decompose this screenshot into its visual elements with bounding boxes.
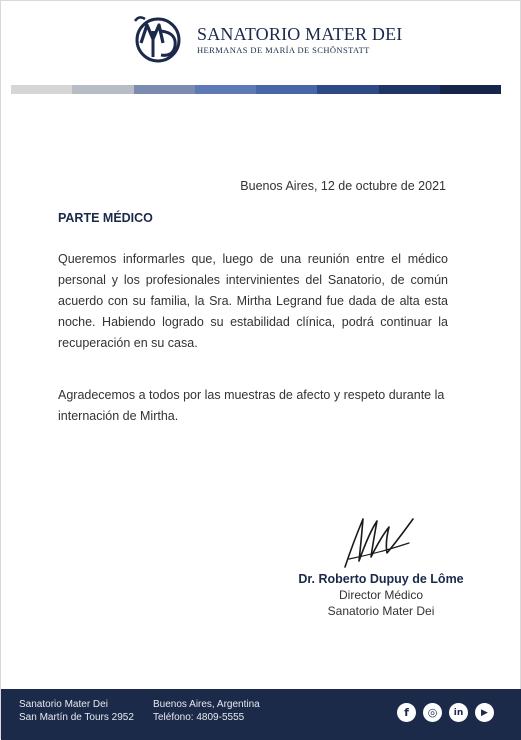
color-bar-segment bbox=[72, 85, 133, 94]
color-bar-segment bbox=[256, 85, 317, 94]
facebook-icon[interactable]: f bbox=[397, 703, 416, 722]
brand-subtitle: HERMANAS DE MARÍA DE SCHÖNSTATT bbox=[197, 44, 370, 55]
letter-date: Buenos Aires, 12 de octubre de 2021 bbox=[240, 179, 446, 193]
color-bar-segment bbox=[11, 85, 72, 94]
color-bar-segment bbox=[317, 85, 378, 94]
footer-street: San Martín de Tours 2952 bbox=[19, 712, 134, 723]
header-logo bbox=[131, 13, 402, 65]
linkedin-icon[interactable]: in bbox=[449, 703, 468, 722]
header-color-bar bbox=[11, 85, 501, 94]
letter-title: PARTE MÉDICO bbox=[58, 211, 153, 225]
brand-name: SANATORIO MATER DEI bbox=[197, 23, 403, 44]
color-bar-segment bbox=[134, 85, 195, 94]
footer-phone: Teléfono: 4809-5555 bbox=[153, 712, 245, 723]
color-bar-segment bbox=[379, 85, 440, 94]
signatory-role: Director Médico bbox=[338, 588, 424, 602]
signature-block bbox=[291, 571, 471, 619]
youtube-icon[interactable]: ▶ bbox=[475, 703, 494, 722]
footer-city: Buenos Aires, Argentina bbox=[153, 699, 260, 710]
color-bar-segment bbox=[440, 85, 501, 94]
handwritten-signature bbox=[339, 513, 419, 571]
footer bbox=[1, 689, 521, 740]
letter-paragraph-2: Agradecemos a todos por las muestras de afecto y respeto durante la internación de Mirtha. bbox=[58, 388, 445, 423]
footer-institution: Sanatorio Mater Dei bbox=[19, 699, 108, 710]
color-bar-segment bbox=[195, 85, 256, 94]
signatory-institution: Sanatorio Mater Dei bbox=[327, 604, 435, 618]
brand-block bbox=[197, 24, 402, 55]
letter-paragraph-1: Queremos informarles que, luego de una reunión entre el médico personal y los profesionales intervinientes del Sanatorio, de común acuerdo con su familia, la Sra. Mirtha Legrand fue dada de alta esta noche. Habiendo logrado su estabilidad clínica, podrá continuar la recuperación en su casa. bbox=[58, 252, 448, 350]
mater-dei-monogram-icon bbox=[131, 13, 189, 65]
signatory-name: Dr. Roberto Dupuy de Lôme bbox=[298, 572, 464, 586]
social-links bbox=[397, 703, 494, 722]
footer-address bbox=[19, 698, 134, 724]
instagram-icon[interactable]: ◎ bbox=[423, 703, 442, 722]
footer-contact bbox=[153, 698, 260, 724]
